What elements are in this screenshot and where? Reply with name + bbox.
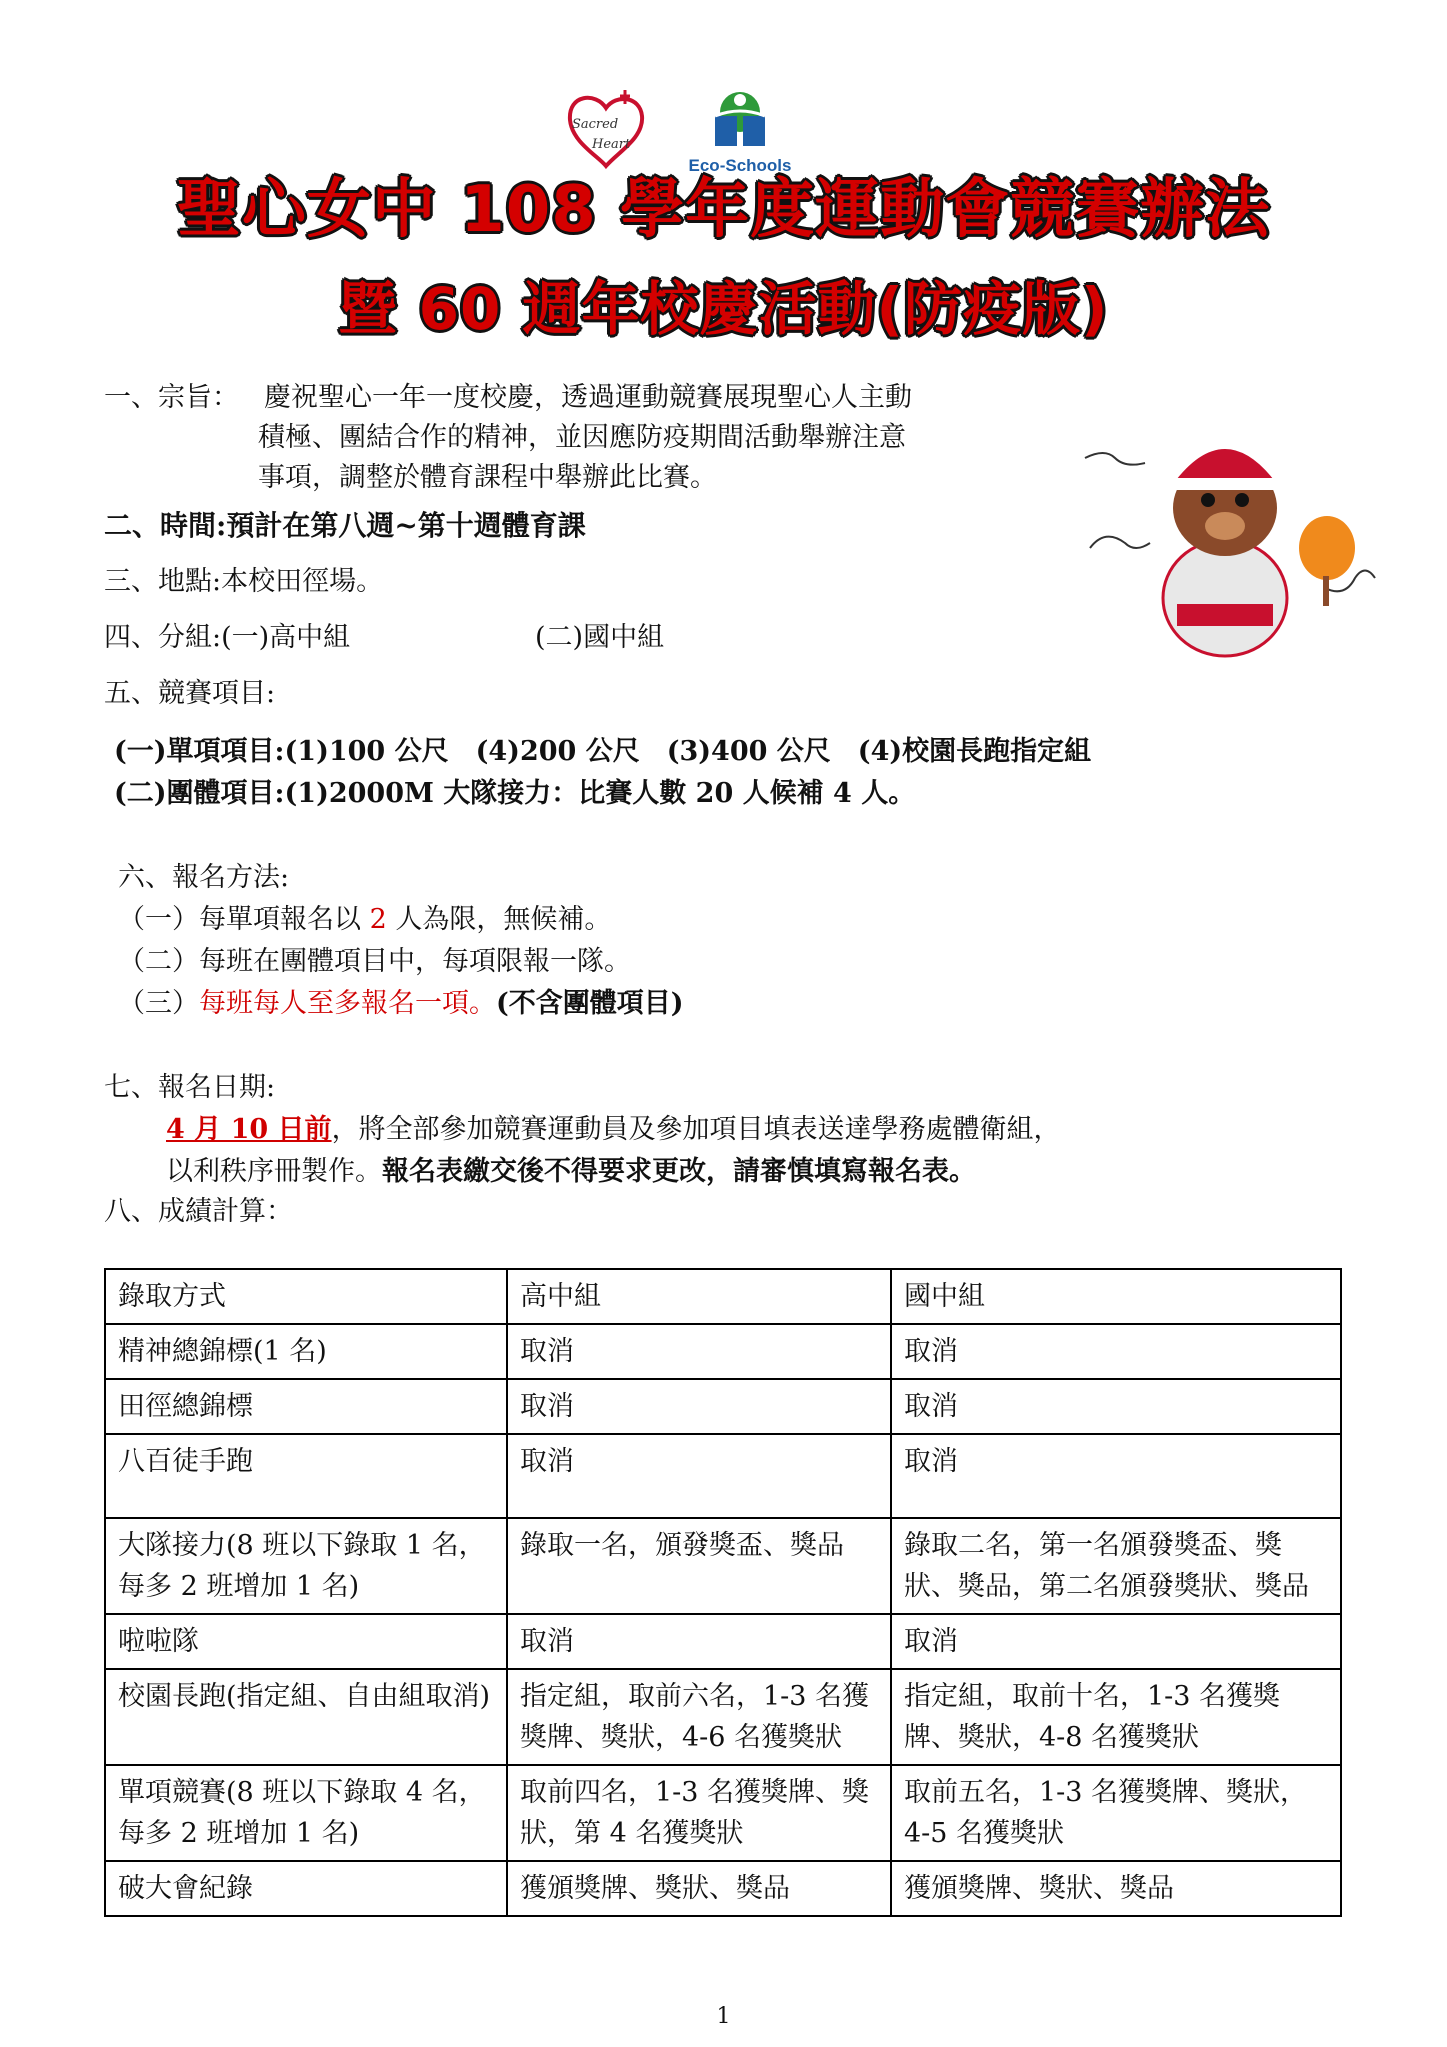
table-header-row [105,1269,1341,1324]
table-cell: 取消 [507,1434,891,1518]
table-cell: 啦啦隊 [105,1614,507,1669]
dates-label: 七、報名日期: [104,1072,276,1103]
groups-second: (二)國中組 [535,622,665,653]
table-cell: 獲頒獎牌、獎狀、獎品 [891,1861,1341,1916]
table-cell: 取消 [507,1614,891,1669]
purpose-line-2: 積極、團結合作的精神，並因應防疫期間活動舉辦注意 [258,422,906,453]
purpose-line-1: 慶祝聖心一年一度校慶，透過運動競賽展現聖心人主動 [264,382,912,413]
table-cell: 指定組，取前十名，1-3 名獲獎牌、獎狀，4-8 名獲獎狀 [891,1669,1341,1765]
scoring-table [104,1268,1342,1917]
purpose-line-3: 事項，調整於體育課程中舉辦此比賽。 [258,462,717,493]
dates-line-1: 4 月 10 日前，將全部參加競賽運動員及參加項目填表送達學務處體衛組， [166,1114,1061,1145]
place-line: 三、地點:本校田徑場。 [104,566,384,597]
dates-line-2: 以利秩序冊製作。報名表繳交後不得要求更改，請審慎填寫報名表。 [166,1156,976,1187]
table-row [105,1379,1341,1434]
table-cell: 獲頒獎牌、獎狀、獎品 [507,1861,891,1916]
page-number: 1 [716,2004,731,2029]
table-cell: 八百徒手跑 [105,1434,507,1518]
table-cell: 取前四名，1-3 名獲獎牌、獎狀，第 4 名獲獎狀 [507,1765,891,1861]
registration-label: 六、報名方法: [118,862,290,893]
table-cell: 破大會紀錄 [105,1861,507,1916]
table-cell: 單項競賽(8 班以下錄取 4 名，每多 2 班增加 1 名) [105,1765,507,1861]
heart-text: Heart [592,137,631,152]
table-row [105,1324,1341,1379]
title-line-1: 聖心女中 108 學年度運動會競賽辦法 [176,173,1271,247]
table-row [105,1434,1341,1518]
table-row [105,1669,1341,1765]
table-cell: 取消 [891,1434,1341,1518]
table-cell: 取消 [507,1379,891,1434]
table-cell: 校園長跑(指定組、自由組取消) [105,1669,507,1765]
table-row [105,1765,1341,1861]
groups-line: 四、分組:(一)高中組 [104,622,351,653]
table-cell: 田徑總錦標 [105,1379,507,1434]
table-cell: 大隊接力(8 班以下錄取 1 名，每多 2 班增加 1 名) [105,1518,507,1614]
deadline-date: 4 月 10 日前 [166,1114,332,1145]
table-cell: 錄取一名，頒發獎盃、獎品 [507,1518,891,1614]
table-cell: 精神總錦標(1 名) [105,1324,507,1379]
table-cell: 取消 [891,1379,1341,1434]
eco-schools-label: Eco-Schools [688,156,792,175]
time-line: 二、時間:預計在第八週~第十週體育課 [104,509,586,542]
purpose-label: 一、宗旨： [104,382,239,413]
title-line-2: 暨 60 週年校慶活動(防疫版) [338,275,1109,343]
events-individual: (一)單項項目:(1)100 公尺 (4)200 公尺 (3)400 公尺 (4)校園長跑指定組 [114,736,1092,767]
registration-item-1: （一）每單項報名以 2 人為限，無候補。 [118,904,612,935]
scoring-label: 八、成績計算： [104,1196,293,1227]
registration-item-2: （二）每班在團體項目中，每項限報一隊。 [118,946,631,977]
table-header-cell: 高中組 [507,1269,891,1324]
sacred-text: Sacred [572,117,619,132]
table-header-cell: 錄取方式 [105,1269,507,1324]
table-cell: 指定組，取前六名，1-3 名獲獎牌、獎狀，4-6 名獲獎狀 [507,1669,891,1765]
table-row [105,1614,1341,1669]
table-cell: 錄取二名，第一名頒發獎盃、獎狀、獎品，第二名頒發獎狀、獎品 [891,1518,1341,1614]
events-label: 五、競賽項目: [104,678,276,709]
events-team: (二)團體項目:(1)2000M 大隊接力：比賽人數 20 人候補 4 人。 [114,778,916,809]
table-cell: 取消 [507,1324,891,1379]
table-row [105,1861,1341,1916]
registration-item-3: （三）每班每人至多報名一項。(不含團體項目) [118,988,684,1019]
table-cell: 取消 [891,1614,1341,1669]
table-cell: 取消 [891,1324,1341,1379]
table-row [105,1518,1341,1614]
mascot-illustration [1065,398,1385,668]
table-header-cell: 國中組 [891,1269,1341,1324]
table-cell: 取前五名，1-3 名獲獎牌、獎狀，4-5 名獲獎狀 [891,1765,1341,1861]
